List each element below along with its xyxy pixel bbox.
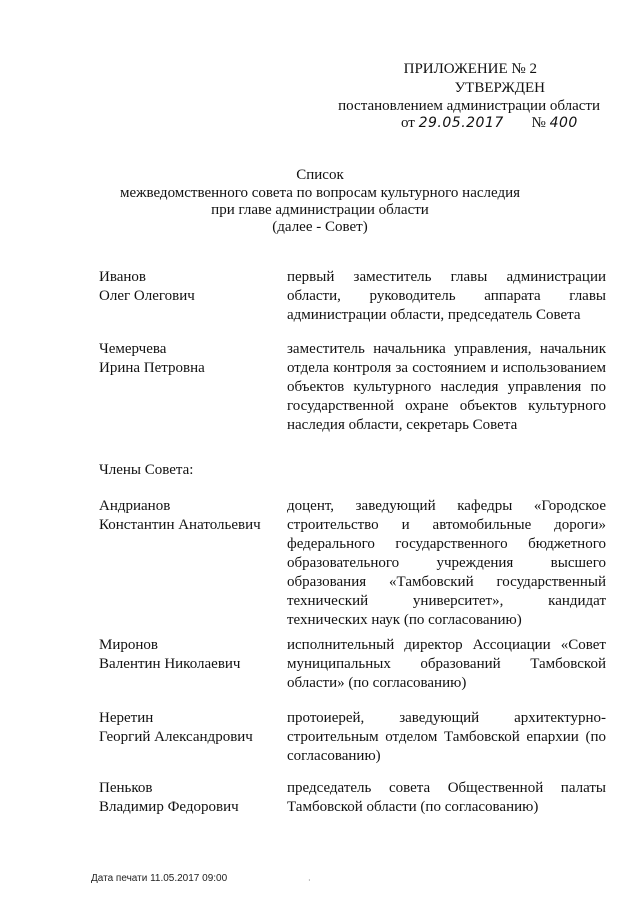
person-given-name: Валентин Николаевич [99,656,241,672]
resolution-label: постановлением администрации области [338,98,600,114]
number-prefix: № [531,115,546,131]
handwritten-number: 400 [549,115,578,131]
person-role: первый заместитель главы администрации области, руководитель аппарата главы администрации области, председатель Совета [287,269,606,323]
person-role: протоиерей, заведующий архитектурно-строительным отделом Тамбовской епархии (по согласованию) [287,710,606,764]
date-prefix: от [401,115,415,131]
doc-subtitle-1: межведомственного совета по вопросам культурного наследия [119,185,521,201]
person-name [99,779,239,817]
person-name [99,497,261,535]
members-heading: Члены Совета: [99,462,194,478]
person-surname: Миронов [99,637,158,653]
person-role: председатель совета Общественной палаты Тамбовской области (по согласованию) [287,780,606,815]
person-given-name: Владимир Федорович [99,799,239,815]
person-surname: Андрианов [99,498,171,514]
doc-subtitle-2: при главе администрации области [211,202,429,218]
person-name [99,340,205,378]
person-surname: Чемерчева [99,341,167,357]
handwritten-date: 29.05.2017 [418,115,504,131]
doc-title: Список [296,167,344,183]
person-role: доцент, заведующий кафедры «Городское строительство и автомобильные дороги» федерального государственного бюджетного образовательного учреждения высшего образования «Тамбовский государственный технический университет», кандидат технических наук (по согласованию) [287,498,606,628]
person-given-name: Георгий Александрович [99,729,253,745]
person-surname: Пеньков [99,780,153,796]
person-given-name: Ирина Петровна [99,360,205,376]
person-given-name: Олег Олегович [99,288,195,304]
person-given-name: Константин Анатольевич [99,517,261,533]
person-role: исполнительный директор Ассоциации «Совет муниципальных образований Тамбовской области» (по согласованию) [287,637,606,691]
doc-subtitle-3: (далее - Совет) [272,219,368,235]
print-date: Дата печати 11.05.2017 09:00 [91,873,228,884]
person-role: заместитель начальника управления, начальник отдела контроля за состоянием и использованием объектов культурного наследия управления по государственной охране объектов культурного наследия области, секретарь Совета [287,341,606,433]
person-name [99,709,253,747]
scan-dot: · [308,876,311,885]
approved-label: УТВЕРЖДЕН [454,80,545,96]
person-name [99,268,195,306]
date-number-line [401,114,578,132]
appendix-label: ПРИЛОЖЕНИЕ № 2 [403,61,537,77]
person-surname: Иванов [99,269,146,285]
person-surname: Неретин [99,710,154,726]
person-name [99,636,240,674]
